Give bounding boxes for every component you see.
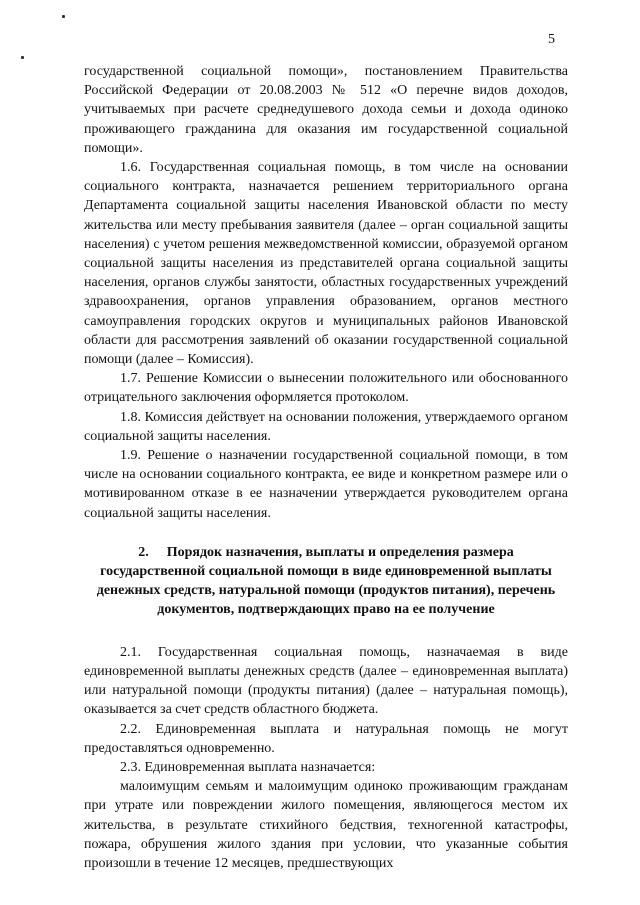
paragraph-2-1: 2.1. Государственная социальная помощь, назначаемая в виде единовременной выплаты денежных средств (далее – единовременная выплата) или натуральной помощи (продукты питания) (далее – натуральная помощь), оказывается за счет средств областного бюджета. <box>84 644 568 718</box>
section-title: Порядок назначения, выплаты и определения размера государственной социальной помощи в виде единовременной выплаты денежных средств, натуральной помощи (продуктов питания), перечень документов, подтверждающих право на ее получение <box>96 544 556 618</box>
scan-speck <box>62 15 65 18</box>
scan-speck <box>21 56 24 59</box>
paragraph-2-3-text: малоимущим семьям и малоимущим одиноко проживающим гражданам при утрате или повреждении жилого помещения, являющегося местом их жительства, в результате стихийного бедствия, техногенной катастрофы, пожара, обрушения жилого здания при условии, что указанные события произошли в течение 12 месяцев, предшествующих <box>84 779 568 871</box>
section-2-heading <box>84 543 568 620</box>
paragraph-continuation: государственной социальной помощи», постановлением Правительства Российской Федерации от 20.08.2003 № 512 «О перечне видов доходов, учитываемых при расчете среднедушевого дохода семьи и дохода одиноко проживающего гражданина для оказания им государственной социальной помощи». <box>84 64 568 156</box>
paragraph-1-8: 1.8. Комиссия действует на основании положения, утверждаемого органом социальной защиты населения. <box>84 409 568 444</box>
paragraph-1-7: 1.7. Решение Комиссии о вынесении положительного или обоснованного отрицательного заключения оформляется протоколом. <box>84 371 568 406</box>
paragraph-1-9: 1.9. Решение о назначении государственной социальной помощи, в том числе на основании социального контракта, ее виде и конкретном размере или о мотивированном отказе в ее назначении утверждается руководителем органа социальной защиты населения. <box>84 448 568 521</box>
section-number: 2. <box>138 544 149 560</box>
paragraph-2-2: 2.2. Единовременная выплата и натуральная помощь не могут предоставляться одновременно. <box>84 721 568 756</box>
page-number: 5 <box>548 32 555 47</box>
paragraph-1-6: 1.6. Государственная социальная помощь, в том числе на основании социального контракта, назначается решением территориального органа Департамента социальной защиты населения Ивановской области по месту жительства или месту пребывания заявителя (далее – орган социальной защиты населения) с учетом решения межведомственной комиссии, образуемой органом социальной защиты населения из представителей органа социальной защиты населения, органов службы занятости, областных государственных учреждений здравоохранения, органов управления образованием, органов местного самоуправления городских округов и муниципальных районов Ивановской области для рассмотрения заявлений об оказании государственной социальной помощи (далее – Комиссия). <box>84 160 568 368</box>
document-body <box>84 62 568 873</box>
paragraph-2-3: 2.3. Единовременная выплата назначается: <box>120 759 376 775</box>
